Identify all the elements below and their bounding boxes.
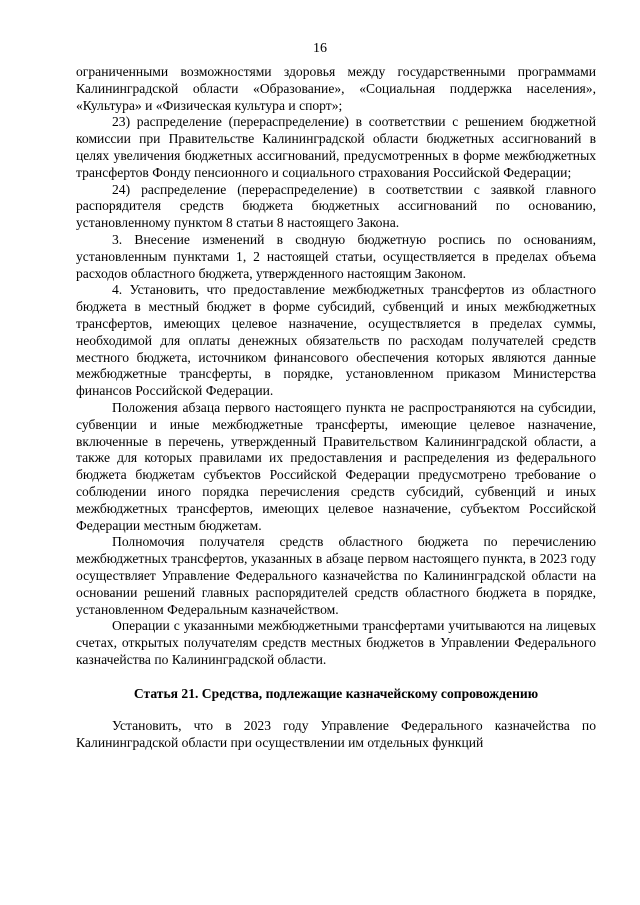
- paragraph-continuation: ограниченными возможностями здоровья между государственными программами Калининградской области «Образование», «Социальная поддержка населения», «Культура» и «Физическая культура и спорт»;: [76, 64, 596, 113]
- article-21-paragraph: Установить, что в 2023 году Управление Федерального казначейства по Калининградской области при осуществлении им отдельных функций: [76, 718, 596, 751]
- paragraph-powers: Полномочия получателя средств областного бюджета по перечислению межбюджетных трансфертов, указанных в абзаце первом настоящего пункта, в 2023 году осуществляет Управление Федерального казначейства по Калининградской области на основании решений главных распорядителей средств областного бюджета в порядке, установленном Федеральным казначейством.: [76, 534, 596, 617]
- paragraph-point-3: 3. Внесение изменений в сводную бюджетную роспись по основаниям, установленным пунктами 1, 2 настоящей статьи, осуществляется в пределах объема расходов областного бюджета, утвержденного настоящим Законом.: [76, 231, 596, 281]
- paragraph-item-23: 23) распределение (перераспределение) в соответствии с решением бюджетной комиссии при Правительстве Калининградской области бюджетных ассигнований в целях увеличения бюджетных ассигнований, предусмотренных в форме межбюджетных трансфертов Фонду пенсионного и социального страхования Российской Федерации;: [76, 114, 596, 180]
- paragraph-point-4: 4. Установить, что предоставление межбюджетных трансфертов из областного бюджета в местный бюджет в форме субсидий, субвенций и иных межбюджетных трансфертов, имеющих целевое назначение, осуществляется в пределах суммы, необходимой для оплаты денежных обязательств по расходам получателей средств местного бюджета, источником финансового обеспечения которых являются данные межбюджетные трансферты, в порядке, установленном приказом Министерства финансов Российской Федерации.: [76, 282, 596, 399]
- page-number: 16: [313, 41, 327, 56]
- article-21-heading: Статья 21. Средства, подлежащие казначейскому сопровождению: [133, 685, 539, 701]
- document-body: [76, 64, 596, 752]
- paragraph-item-24: 24) распределение (перераспределение) в соответствии с заявкой главного распорядителя средств бюджета бюджетных ассигнований по основанию, установленному пунктом 8 статьи 8 настоящего Закона.: [76, 181, 596, 231]
- paragraph-operations: Операции с указанными межбюджетными трансфертами учитываются на лицевых счетах, открытых получателям средств местных бюджетов в Управлении Федерального казначейства по Калининградской области.: [76, 618, 596, 667]
- paragraph-exceptions: Положения абзаца первого настоящего пункта не распространяются на субсидии, субвенции и иные межбюджетные трансферты, имеющие целевое назначение, включенные в перечень, утвержденный Правительством Калининградской области, а также для которых правилами их предоставления и распределения из федерального бюджета бюджетам субъектов Российской Федерации предусмотрено требование о соблюдении иного порядка перечисления средств субсидий, субвенций и иных межбюджетных трансфертов, имеющих целевое назначение, субъектом Российской Федерации местным бюджетам.: [76, 399, 596, 533]
